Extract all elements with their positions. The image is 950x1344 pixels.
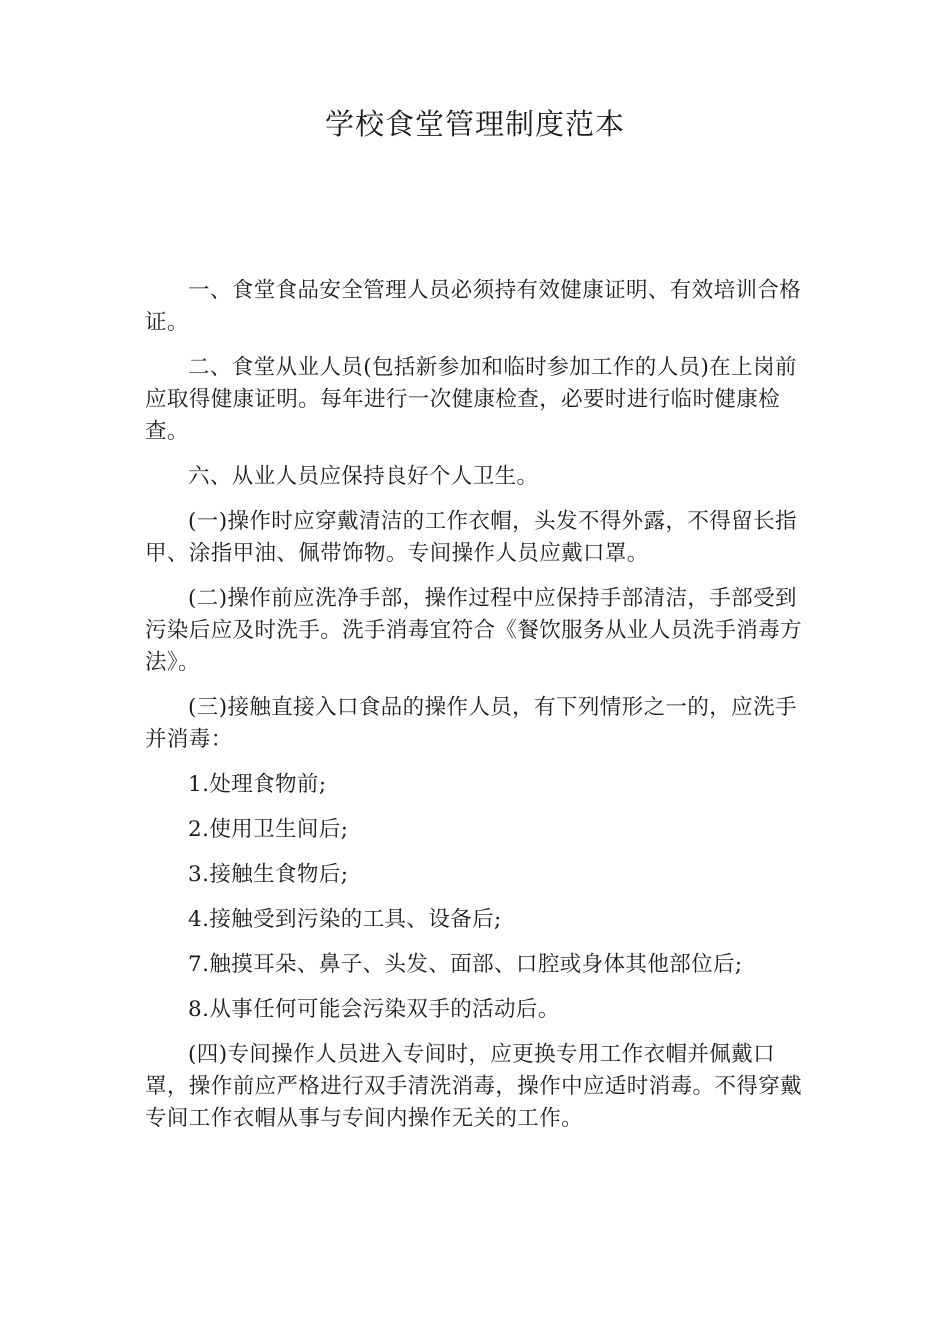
paragraph-1: 一、食堂食品安全管理人员必须持有效健康证明、有效培训合格证。 [145, 278, 802, 335]
paragraph-5: (二)操作前应洗净手部，操作过程中应保持手部清洁，手部受到污染后应及时洗手。洗手消毒宜符合《餐饮服务从业人员洗手消毒方法》。 [145, 586, 803, 675]
paragraph-3: 六、从业人员应保持良好个人卫生。 [188, 464, 539, 489]
document-body [145, 275, 810, 1148]
list-item-8: 8.从事任何可能会污染双手的活动后。 [188, 997, 560, 1022]
list-item-2: 2.使用卫生间后; [188, 817, 349, 842]
paragraph-2: 二、食堂从业人员(包括新参加和临时参加工作的人员)在上岗前应取得健康证明。每年进行一次健康检查，必要时进行临时健康检查。 [145, 355, 797, 444]
document-title: 学校食堂管理制度范本 [324, 107, 625, 141]
list-item-7: 7.触摸耳朵、鼻子、头发、面部、口腔或身体其他部位后; [188, 952, 743, 977]
paragraph-4: (一)操作时应穿戴清洁的工作衣帽，头发不得外露，不得留长指甲、涂指甲油、佩带饰物。专间操作人员应戴口罩。 [145, 509, 797, 566]
paragraph-6: (三)接触直接入口食品的操作人员，有下列情形之一的，应洗手并消毒： [145, 695, 797, 752]
paragraph-7: (四)专间操作人员进入专间时，应更换专用工作衣帽并佩戴口罩，操作前应严格进行双手清洗消毒，操作中应适时消毒。不得穿戴专间工作衣帽从事与专间内操作无关的工作。 [145, 1042, 803, 1131]
list-item-4: 4.接触受到污染的工具、设备后; [188, 907, 502, 932]
list-item-3: 3.接触生食物后; [188, 862, 349, 887]
list-item-1: 1.处理食物前; [188, 772, 327, 797]
